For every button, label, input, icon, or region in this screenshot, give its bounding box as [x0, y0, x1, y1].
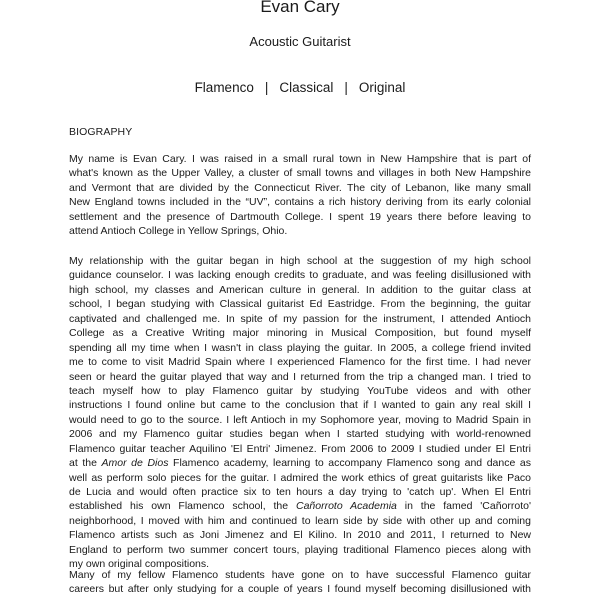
- genre-flamenco: Flamenco: [194, 80, 254, 95]
- italic-name: Amor de Dios: [101, 457, 169, 470]
- paragraph-line: Flamenco artists such as Joni Jimenez and El Kilino. In 2010 and 2011, I returned to New: [69, 529, 531, 542]
- paragraph-line: [69, 499, 531, 513]
- biography-paragraph-3: [69, 568, 531, 597]
- paragraph-line: Many of my fellow Flamenco students have gone on to have successful Flamenco guitar: [69, 569, 531, 581]
- paragraph-line: and Vermont that are divided by the Connecticut River. The city of Lebanon, like many small: [69, 181, 531, 194]
- genre-list: [0, 79, 600, 97]
- paragraph-line: guidance counselor. I was lacking enough credits to graduate, and was feeling disillusioned with: [69, 269, 531, 282]
- paragraph-line: College as a Creative Writing major minoring in Musical Composition, but found myself: [69, 327, 531, 340]
- biography-heading: BIOGRAPHY: [69, 126, 133, 138]
- artist-subtitle: Acoustic Guitarist: [249, 34, 351, 49]
- genre-original: Original: [358, 80, 406, 95]
- paragraph-line: me to come to visit Madrid Spain where I experienced Flamenco for the first time. I had never: [69, 356, 531, 369]
- paragraph-line: would need to go to the source. I left Antioch in my Sophomore year, moving to Madrid Spain in: [69, 413, 531, 426]
- paragraph-line: what's known as the Upper Valley, a cluster of small towns and villages in both New Hampshire: [69, 167, 531, 180]
- paragraph-line: my own original compositions.: [69, 558, 210, 571]
- paragraph-line: New England towns included in the “UV”, contains a rich history deriving from its early colonial: [69, 196, 531, 209]
- paragraph-line: teach myself how to play Flamenco guitar by studying YouTube videos and with other: [69, 384, 531, 397]
- genre-classical: Classical: [279, 80, 334, 95]
- paragraph-line: spending all my time when I wasn't in class playing the guitar. In 2005, a college friend invited: [69, 341, 531, 354]
- line-segment: in the famed 'Cañorroto': [396, 500, 532, 513]
- paragraph-line: [69, 456, 531, 470]
- paragraph-line: neighborhood, I moved with him and continued to learn side by side with other up and coming: [69, 514, 531, 527]
- biography-paragraph-2: [69, 254, 531, 572]
- paragraph-line: My relationship with the guitar began in high school at the suggestion of my high school: [69, 255, 531, 267]
- biography-paragraph-1: [69, 152, 531, 239]
- paragraph-line: England to perform two summer concert tours, playing traditional Flamenco pieces along with: [69, 543, 531, 556]
- paragraph-line: My name is Evan Cary. I was raised in a small rural town in New Hampshire that is part of: [69, 153, 531, 165]
- paragraph-line: high school, my classes and American culture in general. In addition to the guitar class at: [69, 283, 531, 296]
- genre-separator: |: [344, 80, 348, 95]
- paragraph-line: school, I began studying with Classical guitarist Ed Eastridge. From the beginning, the guitar: [69, 298, 531, 311]
- paragraph-line: settlement and the presence of Dartmouth College. I spent 19 years there before leaving to: [69, 210, 531, 223]
- line-segment: Flamenco academy, learning to accompany Flamenco song and dance as: [168, 457, 531, 470]
- genre-separator: |: [264, 80, 269, 95]
- artist-name: Evan Cary: [260, 0, 340, 16]
- paragraph-line: attend Antioch College in Yellow Springs, Ohio.: [69, 225, 288, 238]
- italic-name: Cañorroto Academia: [296, 500, 397, 513]
- paragraph-line: careers but after only studying for a couple of years I found myself becoming disillusioned with: [69, 583, 531, 596]
- line-segment: established his own Flamenco school, the: [69, 500, 296, 513]
- paragraph-line: Flamenco guitar teacher Aquilino 'El Entri' Jimenez. From 2006 to 2009 I studied under El Entri: [69, 442, 531, 455]
- paragraph-line: seen or heard the guitar played that way and I returned from the trip a changed man. I tried to: [69, 370, 531, 383]
- paragraph-line: instructions I found online but came to the conclusion that if I wanted to gain any real skill I: [69, 399, 531, 412]
- paragraph-line: 2006 and my Flamenco guitar studies began when I started studying with world-renowned: [69, 428, 531, 441]
- paragraph-line: de Lucia and would often practice six to ten hours a day trying to 'catch up'. When El Entri: [69, 486, 531, 498]
- line-segment: at the: [69, 457, 102, 470]
- paragraph-line: captivated and challenged me. In spite of my passion for the instrument, I attended Antioch: [69, 312, 531, 325]
- paragraph-line: well as perform solo pieces for the guitar. I admired the work ethics of great guitarists like Paco: [69, 471, 531, 484]
